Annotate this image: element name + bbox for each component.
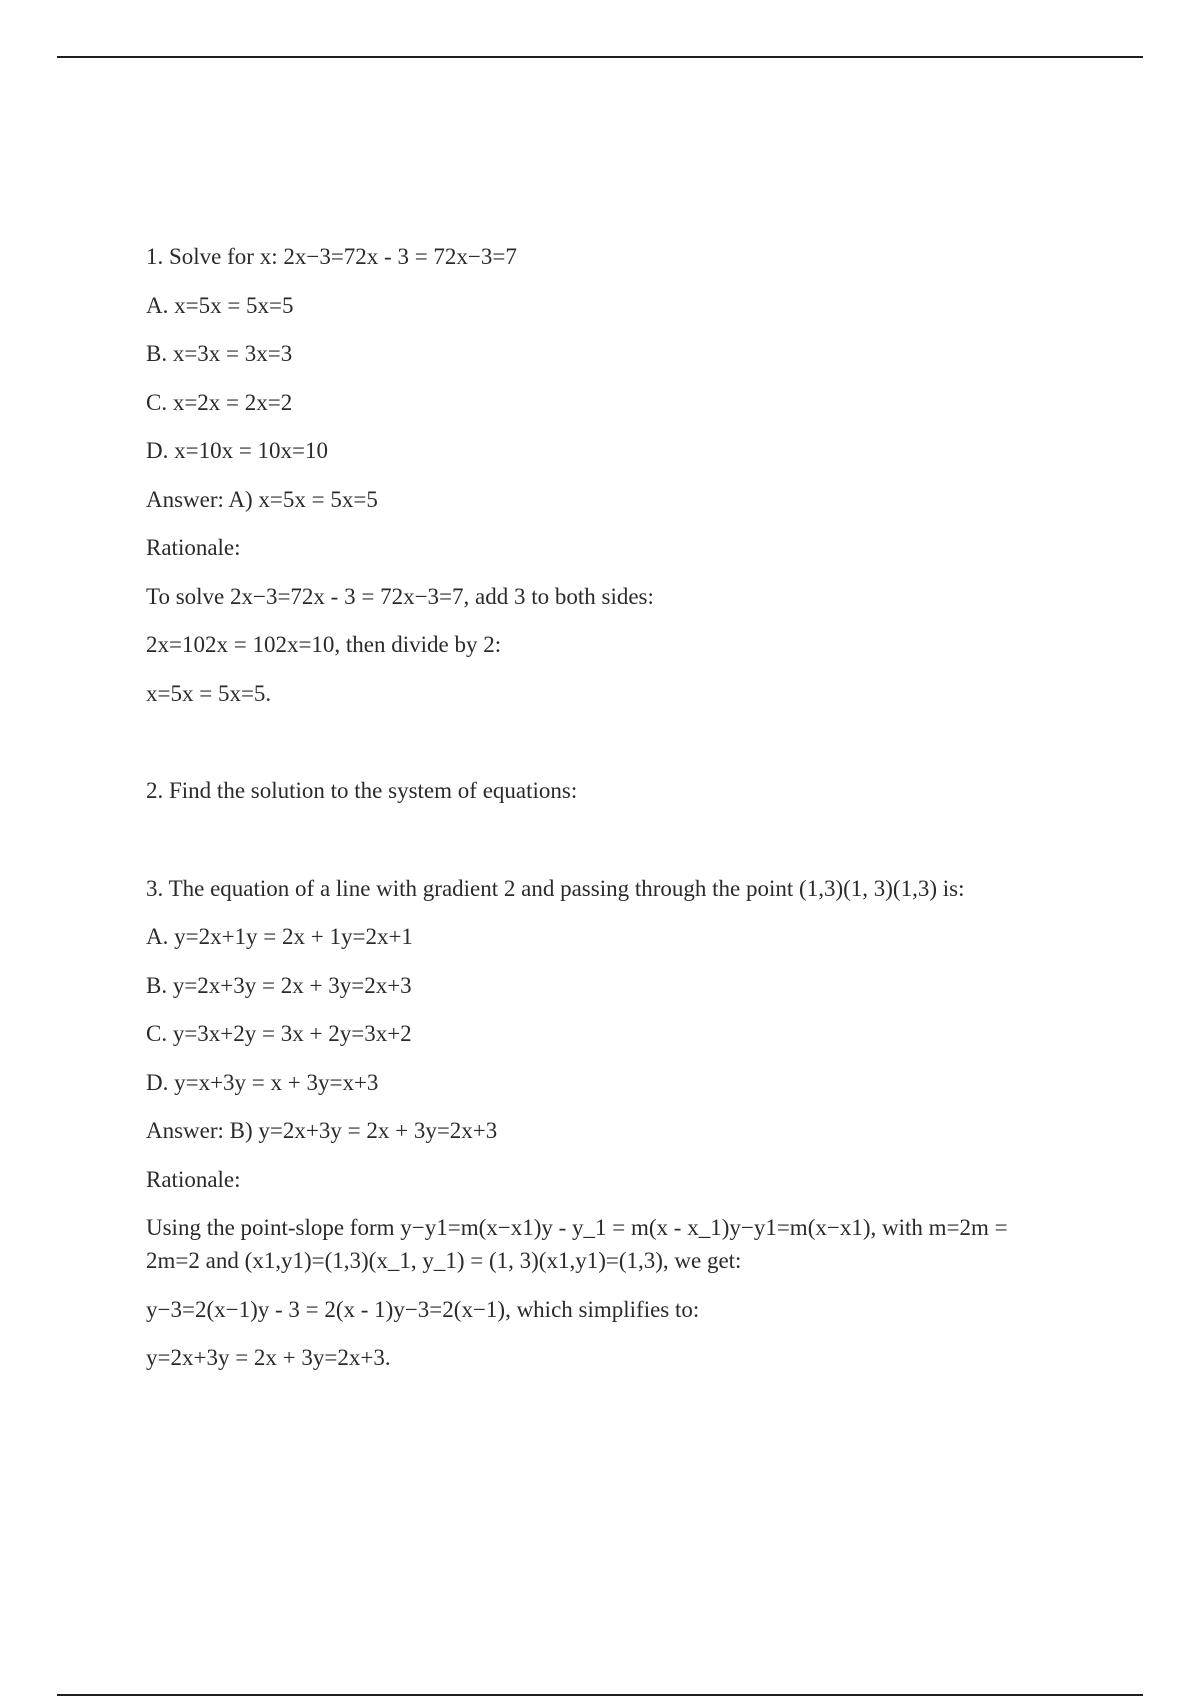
section-spacer: [146, 725, 1066, 774]
q1-option-a: A. x=5x = 5x=5: [146, 292, 294, 318]
q3-option-d: D. y=x+3y = x + 3y=x+3: [146, 1069, 379, 1095]
q3-rationale-line-2: y−3=2(x−1)y - 3 = 2(x - 1)y−3=2(x−1), which simplifies to:: [146, 1296, 700, 1322]
q3-option-b: B. y=2x+3y = 2x + 3y=2x+3: [146, 972, 412, 998]
q3-rationale-line-3: y=2x+3y = 2x + 3y=2x+3.: [146, 1345, 391, 1370]
q3-rationale-label: Rationale:: [146, 1166, 241, 1192]
q1-rationale-label: Rationale:: [146, 535, 241, 560]
q1-option-d: D. x=10x = 10x=10: [146, 438, 329, 463]
q1-rationale-line-3: x=5x = 5x=5.: [146, 680, 272, 706]
q3-option-a: A. y=2x+1y = 2x + 1y=2x+1: [146, 924, 413, 949]
section-spacer: [146, 823, 1066, 872]
q1-rationale-line-2: 2x=102x = 102x=10, then divide by 2:: [146, 632, 502, 657]
q3-rationale-line-1: Using the point-slope form y−y1=m(x−x1)y - y_1 = m(x - x_1)y−y1=m(x−x1), with m=2m = 2m=2 and (x1,y1)=(1,3)(x_1, y_1) = (1, 3)(x1,y1)=(1,3), we get:: [146, 1215, 1008, 1273]
question-2: 2. Find the solution to the system of equations:: [146, 778, 578, 803]
q1-option-b: B. x=3x = 3x=3: [146, 341, 293, 366]
q3-answer: Answer: B) y=2x+3y = 2x + 3y=2x+3: [146, 1118, 498, 1143]
q1-rationale-line-1: To solve 2x−3=72x - 3 = 72x−3=7, add 3 to both sides:: [146, 583, 654, 609]
footer-rule: [57, 1694, 1143, 1696]
q3-option-c: C. y=3x+2y = 3x + 2y=3x+2: [146, 1021, 412, 1046]
q1-answer: Answer: A) x=5x = 5x=5: [146, 486, 378, 512]
document-body: [146, 240, 1066, 1390]
question-1: 1. Solve for x: 2x−3=72x - 3 = 72x−3=7: [146, 244, 517, 269]
q1-option-c: C. x=2x = 2x=2: [146, 389, 293, 415]
question-3: 3. The equation of a line with gradient 2 and passing through the point (1,3)(1, 3)(1,3) is:: [146, 875, 965, 901]
header-rule: [57, 56, 1143, 58]
